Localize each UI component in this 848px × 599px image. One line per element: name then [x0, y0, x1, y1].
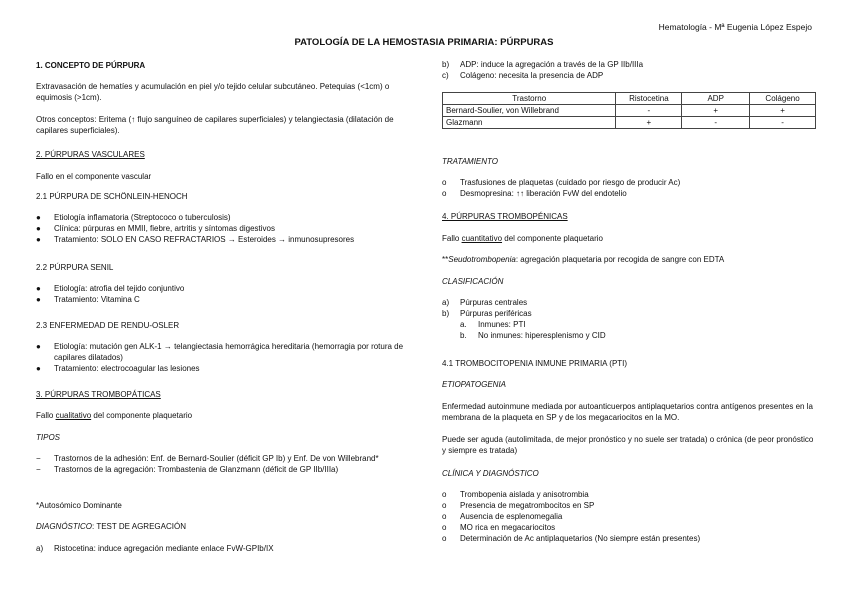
list-item: [442, 188, 816, 199]
dash-icon: −: [36, 454, 41, 463]
list-marker: b): [442, 309, 450, 318]
seudotrombopenia-note: [442, 254, 816, 265]
bullet-icon: ●: [36, 284, 41, 293]
list-item: [442, 511, 816, 522]
circle-bullet-icon: o: [442, 523, 447, 532]
list-item-text: Ristocetina: induce agregación mediante enlace FvW-GPIb/IX: [54, 544, 274, 553]
list-item-text: Tratamiento: electrocoagular las lesiones: [54, 364, 200, 373]
other-concepts-text: Otros conceptos: Eritema (↑ flujo sanguíneo de capilares superficiales) y telangiectasia (dilatación de capilares superficiales).: [36, 115, 394, 135]
list-item: [36, 294, 406, 305]
list-item: [442, 59, 816, 70]
list-item-text: Presencia de megatrombocitos en SP: [460, 501, 595, 510]
dash-icon: −: [36, 465, 41, 474]
list-item: [36, 234, 406, 245]
list-item-text: Etiología inflamatoria (Streptococo o tuberculosis): [54, 213, 231, 222]
section-4-intro: [442, 233, 816, 244]
aggregation-table: [442, 92, 816, 129]
table-cell: Bernard-Soulier, von Willebrand: [443, 105, 616, 117]
sub-list-item: [442, 330, 816, 341]
list-item: [36, 283, 406, 294]
table-row: [443, 105, 816, 117]
clasificacion-label: CLASIFICACIÓN: [442, 277, 504, 286]
diagnostico-continued-list: [442, 59, 816, 81]
circle-bullet-icon: o: [442, 189, 447, 198]
circle-bullet-icon: o: [442, 512, 447, 521]
list-item: [442, 533, 816, 544]
clinica-label: CLÍNICA Y DIAGNÓSTICO: [442, 469, 539, 478]
list-item: [36, 363, 406, 374]
list-item: [442, 522, 816, 533]
circle-bullet-icon: o: [442, 501, 447, 510]
table-header: Trastorno: [443, 93, 616, 105]
table-row: [443, 117, 816, 129]
fallo-qualifier: cuantitativo: [461, 234, 503, 243]
list-item: [442, 297, 816, 308]
fallo-prefix: Fallo: [442, 234, 462, 243]
section-2-text: Fallo en el componente vascular: [36, 172, 152, 181]
fallo-prefix: Fallo: [36, 411, 56, 420]
fallo-suffix: del componente plaquetario: [502, 234, 603, 243]
diagnostico-list: [36, 543, 406, 554]
list-item-text: Etiología: atrofia del tejido conjuntivo: [54, 284, 185, 293]
table-cell: -: [616, 105, 682, 117]
list-item-text: Inmunes: PTI: [478, 320, 526, 329]
list-item-text: Ausencia de esplenomegalia: [460, 512, 563, 521]
list-marker: a): [442, 298, 450, 307]
seudotrombopenia-text: : agregación plaquetaria por recogida de sangre con EDTA: [515, 255, 725, 264]
list-item-text: Trombopenia aislada y anisotrombia: [460, 490, 589, 499]
table-cell: +: [682, 105, 750, 117]
table-header: Ristocetina: [616, 93, 682, 105]
list-item: [36, 543, 406, 554]
clasificacion-list: [442, 297, 816, 341]
list-item-text: Tratamiento: Vitamina C: [54, 295, 140, 304]
list-item-text: Desmopresina: ↑↑ liberación FvW del endotelio: [460, 189, 627, 198]
etiopatogenia-paragraph-2: [442, 434, 816, 456]
list-item: [442, 500, 816, 511]
table-cell: -: [750, 117, 816, 129]
tratamiento-list: [442, 177, 816, 199]
section-4-heading: 4. PÚRPURAS TROMBOPÉNICAS: [442, 212, 568, 221]
list-item-text: Púrpuras periféricas: [460, 309, 532, 318]
section-3-intro: [36, 410, 406, 421]
concept-text: Extravasación de hematíes y acumulación en piel y/o tejido celular subcutáneo. Petequias (<1cm) o equimosis (>1cm).: [36, 82, 390, 102]
list-item-text: Etiología: mutación gen ALK-1 → telangiectasia hemorrágica hereditaria (hemorragia por rotura de capilares dilatados): [54, 342, 404, 362]
circle-bullet-icon: o: [442, 534, 447, 543]
section-2-3-list: [36, 341, 406, 374]
section-4-block: [442, 211, 816, 222]
list-marker: c): [442, 71, 449, 80]
list-item-text: Determinación de Ac antiplaquetarios (No siempre están presentes): [460, 534, 701, 543]
section-2-intro: [36, 171, 406, 182]
clinica-list: [442, 489, 816, 544]
list-item-text: Trasfusiones de plaquetas (cuidado por riesgo de producir Ac): [460, 178, 681, 187]
list-item: [36, 464, 406, 475]
section-2-1-list: [36, 212, 406, 245]
document-title: PATOLOGÍA DE LA HEMOSTASIA PRIMARIA: PÚRPURAS: [294, 37, 554, 48]
list-item: [36, 223, 406, 234]
section-2-1-heading: 2.1 PÚRPURA DE SCHÖNLEIN-HENOCH: [36, 192, 188, 201]
list-item-text: Clínica: púrpuras en MMII, fiebre, artritis y síntomas digestivos: [54, 224, 275, 233]
other-concepts-paragraph: [36, 114, 406, 136]
section-2-2-block: [36, 262, 406, 273]
table-cell: Glazmann: [443, 117, 616, 129]
etiopatogenia-text: Puede ser aguda (autolimitada, de mejor pronóstico y no suele ser tratada) o crónica (de peor pronóstico y siempre es tratada): [442, 435, 814, 455]
circle-bullet-icon: o: [442, 178, 447, 187]
list-item: [442, 177, 816, 188]
autosomico-note: [36, 500, 406, 511]
note-asterisks: **: [442, 255, 449, 264]
section-2-3-block: [36, 320, 406, 331]
list-marker: b.: [460, 331, 467, 340]
table-header: ADP: [682, 93, 750, 105]
table-header: Colágeno: [750, 93, 816, 105]
section-1-heading: 1. CONCEPTO DE PÚRPURA: [36, 61, 146, 70]
bullet-icon: ●: [36, 235, 41, 244]
diagnostico-line: [36, 521, 406, 532]
tipos-block: [36, 432, 406, 443]
tipos-label: TIPOS: [36, 433, 61, 442]
list-item-text: Trastornos de la agregación: Trombastenia de Glanzmann (déficit de GP IIb/IIIa): [54, 465, 339, 474]
fallo-suffix: del componente plaquetario: [91, 411, 193, 420]
list-marker: a.: [460, 320, 467, 329]
table-header-row: [443, 93, 816, 105]
tipos-list: [36, 453, 406, 475]
table-cell: +: [750, 105, 816, 117]
list-item: [442, 489, 816, 500]
concept-paragraph: [36, 81, 406, 103]
section-2-2-heading: 2.2 PÚRPURA SENIL: [36, 263, 114, 272]
section-3-block: [36, 389, 406, 400]
diagnostico-label: DIAGNÓSTICO: [36, 522, 93, 531]
autosomico-text: *Autosómico Dominante: [36, 501, 122, 510]
section-3-heading: 3. PÚRPURAS TROMBOPÁTICAS: [36, 390, 161, 399]
list-item-text: No inmunes: hiperesplenismo y CID: [478, 331, 606, 340]
clasificacion-block: [442, 276, 816, 287]
list-item-text: Colágeno: necesita la presencia de ADP: [460, 71, 604, 80]
list-item-text: Trastornos de la adhesión: Enf. de Bernard-Soulier (déficit GP Ib) y Enf. De von Willebrand*: [54, 454, 379, 463]
etiopatogenia-block: [442, 379, 816, 390]
list-item-text: Tratamiento: SOLO EN CASO REFRACTARIOS → Esteroides → inmunosupresores: [54, 235, 355, 244]
section-2-block: [36, 149, 406, 160]
etiopatogenia-text: Enfermedad autoinmune mediada por autoanticuerpos antiplaquetarios contra antígenos presentes en la membrana de la plaqueta en SP y de los megacariocitos en la MO.: [442, 402, 813, 422]
section-2-2-list: [36, 283, 406, 305]
section-2-3-heading: 2.3 ENFERMEDAD DE RENDU-OSLER: [36, 321, 180, 330]
bullet-icon: ●: [36, 342, 41, 351]
circle-bullet-icon: o: [442, 490, 447, 499]
section-2-1-block: [36, 191, 406, 202]
section-4-1-heading: 4.1 TROMBOCITOPENIA INMUNE PRIMARIA (PTI): [442, 359, 628, 368]
clinica-block: [442, 468, 816, 479]
list-item: [442, 308, 816, 319]
table-cell: +: [616, 117, 682, 129]
author-header: Hematología - Mª Eugenia López Espejo: [658, 22, 812, 32]
list-item-text: ADP: induce la agregación a través de la GP IIb/IIIa: [460, 60, 644, 69]
tratamiento-label: TRATAMIENTO: [442, 157, 498, 166]
tratamiento-block: [442, 156, 816, 167]
etiopatogenia-label: ETIOPATOGENIA: [442, 380, 507, 389]
section-4-1-block: [442, 358, 816, 369]
diagnostico-text: : TEST DE AGREGACIÓN: [92, 522, 186, 531]
section-2-heading: 2. PÚRPURAS VASCULARES: [36, 150, 145, 159]
left-column: [36, 60, 406, 71]
bullet-icon: ●: [36, 224, 41, 233]
list-item: [36, 453, 406, 464]
bullet-icon: ●: [36, 295, 41, 304]
seudotrombopenia-term: Seudotrombopenia: [448, 255, 516, 264]
list-marker: a): [36, 544, 44, 553]
list-marker: b): [442, 60, 450, 69]
table-cell: -: [682, 117, 750, 129]
fallo-qualifier: cualitativo: [55, 411, 92, 420]
bullet-icon: ●: [36, 213, 41, 222]
bullet-icon: ●: [36, 364, 41, 373]
list-item-text: MO rica en megacariocitos: [460, 523, 556, 532]
list-item: [36, 212, 406, 223]
list-item: [442, 70, 816, 81]
list-item: [36, 341, 406, 363]
list-item-text: Púrpuras centrales: [460, 298, 528, 307]
sub-list-item: [442, 319, 816, 330]
etiopatogenia-paragraph-1: [442, 401, 816, 423]
